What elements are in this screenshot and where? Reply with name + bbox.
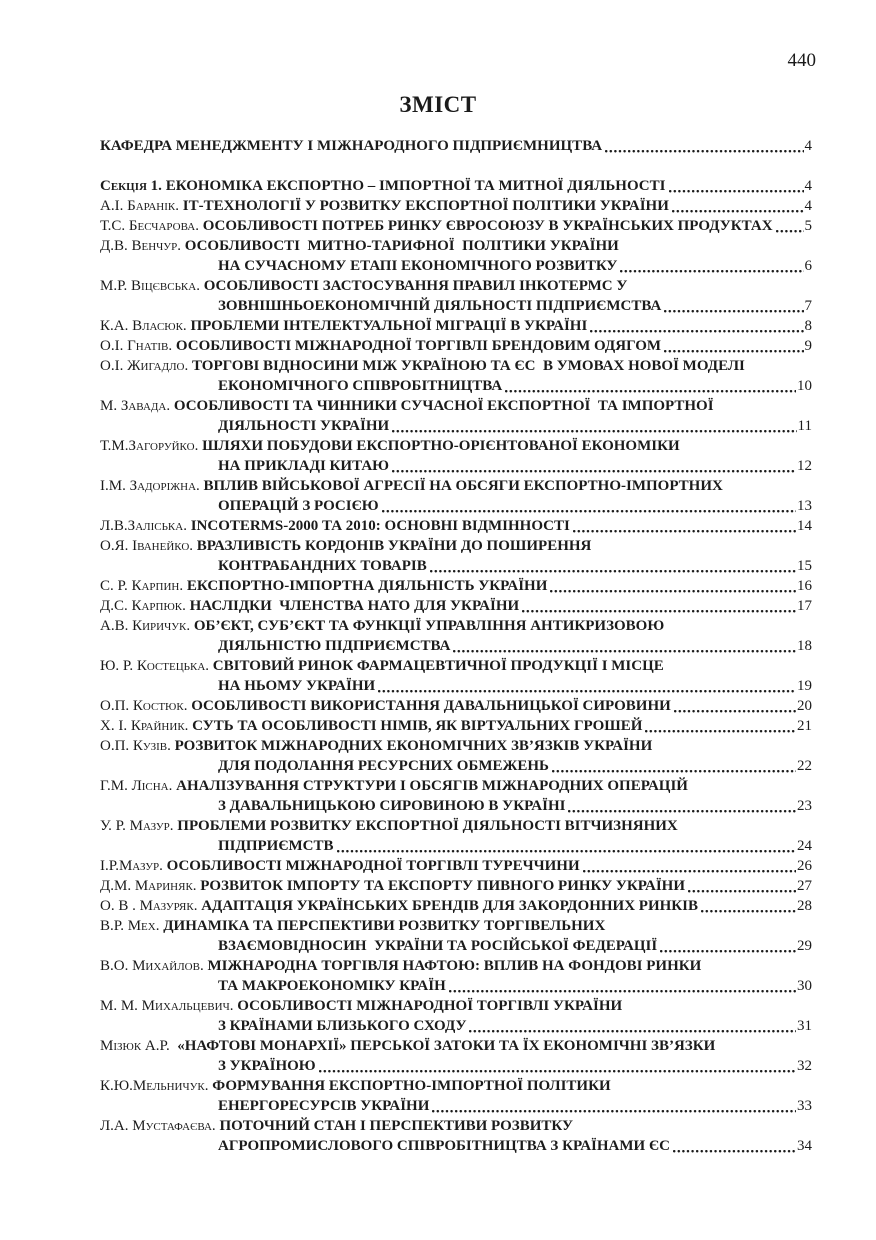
page-title: ЗМІСТ [399,92,477,117]
toc-entry-line [100,936,812,956]
toc-entry-line [100,856,812,876]
toc-entry-line [100,1056,812,1076]
toc-entry-line [100,736,812,756]
toc-entry-line [100,236,812,256]
toc-entry-line [100,216,812,236]
toc-entry-line [100,676,812,696]
toc-entry-author: М. Завада. [100,398,174,414]
toc-entry-page: 30 [797,978,812,994]
toc-entry-line [100,436,812,456]
toc-entry-author: О. В . Мазуряк. [100,898,202,914]
toc-entry-title: РОЗВИТОК МІЖНАРОДНИХ ЕКОНОМІЧНИХ ЗВ’ЯЗКІВ УКРАЇНИ [174,738,653,754]
toc-entry-title: АНАЛІЗУВАННЯ СТРУКТУРИ І ОБСЯГІВ МІЖНАРОДНИХ ОПЕРАЦІЙ [176,778,688,794]
toc-entry-author: Д.М. Мариняк. [100,878,201,894]
toc-entry [100,236,812,276]
dot-leader-icon [669,189,804,193]
toc-entry-title: ОСОБЛИВОСТІ ВИКОРИСТАННЯ ДАВАЛЬНИЦЬКОЇ СИРОВИНИ [191,698,671,714]
toc-entry-author: А.І. Баранік. [100,198,183,214]
toc-entry-page: 22 [797,758,812,774]
toc-entry-page: 33 [797,1098,812,1114]
toc-entry-line [100,256,812,276]
dot-leader-icon [645,729,796,733]
toc-entry [100,516,812,536]
dot-leader-icon [568,809,796,813]
toc-entry-line [100,276,812,296]
dot-leader-icon [552,769,796,773]
dot-leader-icon [674,709,796,713]
dot-leader-icon [688,889,796,893]
toc-entry-title: ЕКСПОРТНО-ІМПОРТНА ДІЯЛЬНІСТЬ УКРАЇНИ [186,578,548,594]
toc-entry-title: ОСОБЛИВОСТІ МІЖНАРОДНОЇ ТОРГІВЛІ ТУРЕЧЧИНИ [166,858,580,874]
toc-entry-page: 17 [797,598,812,614]
toc-entry-author: К.Ю.Мельничук. [100,1078,213,1094]
toc-entry [100,476,812,516]
toc-entry-author: І.Р.Мазур. [100,858,167,874]
toc-entry-title: СУТЬ ТА ОСОБЛИВОСТІ НІМІВ, ЯК ВІРТУАЛЬНИХ ГРОШЕЙ [192,718,643,734]
toc-entry-title: ПРОБЛЕМИ ІНТЕЛЕКТУАЛЬНОЇ МІГРАЦІЇ В УКРАЇНІ [190,318,588,334]
toc-entry-page: 13 [797,498,812,514]
toc-entry-author: К.А. Власюк. [100,318,191,334]
toc-entry-title: РОЗВИТОК ІМПОРТУ ТА ЕКСПОРТУ ПИВНОГО РИНКУ УКРАЇНИ [200,878,686,894]
toc-entry-title: НА ПРИКЛАДІ КИТАЮ [218,458,390,474]
dot-leader-icon [430,569,796,573]
dot-leader-icon [573,529,796,533]
toc-entry [100,716,812,736]
toc-entry-title: ШЛЯХИ ПОБУДОВИ ЕКСПОРТНО-ОРІЄНТОВАНОЇ ЕКОНОМІКИ [202,438,680,454]
toc-entry-title: ТА МАКРОЕКОНОМІКУ КРАЇН [218,978,446,994]
toc-entry-author: Х. І. Крайник. [100,718,193,734]
dot-leader-icon [469,1029,796,1033]
toc-entry-line [100,376,812,396]
toc-entry-title: ОБ’ЄКТ, СУБ’ЄКТ ТА ФУНКЦІЇ УПРАВЛІННЯ АНТИКРИЗОВОЮ [193,618,665,634]
toc-entry-title: ОСОБЛИВОСТІ МІЖНАРОДНОЇ ТОРГІВЛІ БРЕНДОВИМ ОДЯГОМ [175,338,662,354]
toc-entry-title: ОСОБЛИВОСТІ МИТНО-ТАРИФНОЇ ПОЛІТИКИ УКРАЇНИ [184,238,619,254]
toc-entry-title: АДАПТАЦІЯ УКРАЇНСЬКИХ БРЕНДІВ ДЛЯ ЗАКОРДОННИХ РИНКІВ [201,898,699,914]
toc-entry-page: 11 [797,418,812,434]
toc-entry-author: Секція 1. [100,178,166,194]
dot-leader-icon [453,649,796,653]
toc-entry-title: ЕНЕРГОРЕСУРСІВ УКРАЇНИ [218,1098,430,1114]
toc-entry [100,736,812,776]
toc-entry-line [100,1136,812,1156]
toc-entry-page: 28 [797,898,812,914]
dot-leader-icon [337,849,797,853]
toc-entry-line [100,196,812,216]
toc-entry-page: 5 [804,218,812,234]
dot-leader-icon [664,309,803,313]
toc-entry [100,216,812,236]
toc-entry-author: О.Я. Іванейко. [100,538,197,554]
toc-entry-line [100,816,812,836]
dot-leader-icon [660,949,796,953]
toc-entry [100,696,812,716]
toc-entry [100,176,812,196]
toc-entry-line [100,356,812,376]
toc-entry [100,356,812,396]
toc-entry-title: ВЗАЄМОВІДНОСИН УКРАЇНИ ТА РОСІЙСЬКОЇ ФЕДЕРАЦІЇ [218,938,658,954]
toc-entry-line [100,456,812,476]
dot-leader-icon [605,149,803,153]
toc-entry-title: ДИНАМІКА ТА ПЕРСПЕКТИВИ РОЗВИТКУ ТОРГІВЕЛЬНИХ [163,918,606,934]
dot-leader-icon [590,329,803,333]
toc-entry-title: ОСОБЛИВОСТІ ПОТРЕБ РИНКУ ЄВРОСОЮЗУ В УКРАЇНСЬКИХ ПРОДУКТАХ [202,218,773,234]
toc-entry-line [100,776,812,796]
toc-entry-author: Т.М.Загоруйко. [100,438,203,454]
toc-entry-title: НА НЬОМУ УКРАЇНИ [218,678,376,694]
toc-entry-page: 24 [797,838,812,854]
toc-entry-title: З ДАВАЛЬНИЦЬКОЮ СИРОВИНОЮ В УКРАЇНІ [218,798,566,814]
toc-entry-title: ОСОБЛИВОСТІ ЗАСТОСУВАННЯ ПРАВИЛ ІНКОТЕРМС У [203,278,628,294]
toc-entry-title: ФОРМУВАННЯ ЕКСПОРТНО-ІМПОРТНОЇ ПОЛІТИКИ [212,1078,611,1094]
toc-entry-page: 7 [804,298,812,314]
dot-leader-icon [392,469,796,473]
toc-entry-title: ОСОБЛИВОСТІ ТА ЧИННИКИ СУЧАСНОЇ ЕКСПОРТНОЇ ТА ІМПОРТНОЇ [173,398,714,414]
toc-entry-line [100,296,812,316]
toc-entry-author: Л.В.Заліська. [100,518,191,534]
toc-entry-page: 23 [797,798,812,814]
toc-entry-line [100,556,812,576]
toc-entry-page: 21 [797,718,812,734]
toc-entry [100,436,812,476]
toc-entry-line [100,916,812,936]
toc-entry-author: А.В. Киричук. [100,618,194,634]
toc-entry-title: ДІЯЛЬНІСТЮ ПІДПРИЄМСТВА [218,638,451,654]
toc-entry-line [100,876,812,896]
page-header-number: 440 [787,50,816,71]
toc-entry-author: У. Р. Мазур. [100,818,178,834]
toc-entry-line [100,1076,812,1096]
toc-entry [100,776,812,816]
toc-entry-line [100,1036,812,1056]
toc-entry-title: ДІЯЛЬНОСТІ УКРАЇНИ [218,418,390,434]
toc-entry-line [100,656,812,676]
toc-entry-line [100,616,812,636]
toc-entry-line [100,996,812,1016]
toc-entry [100,276,812,316]
toc-entry-line [100,536,812,556]
toc-entry-line [100,596,812,616]
toc-entry-line [100,696,812,716]
toc-entry [100,616,812,656]
dot-leader-icon [672,209,804,213]
toc-entry-author: Т.С. Бесчарова. [100,218,203,234]
toc-entry-page: 16 [797,578,812,594]
toc-entry-author: О.П. Кузів. [100,738,175,754]
toc-entry-title: НАСЛІДКИ ЧЛЕНСТВА НАТО ДЛЯ УКРАЇНИ [189,598,520,614]
toc-entry-author: Д.В. Венчур. [100,238,185,254]
toc-entry-line [100,716,812,736]
toc-entry-page: 31 [797,1018,812,1034]
toc-entry [100,916,812,956]
toc-entry-title: ВРАЗЛИВІСТЬ КОРДОНІВ УКРАЇНИ ДО ПОШИРЕННЯ [196,538,592,554]
toc-entry-line [100,1116,812,1136]
toc-entry-line [100,516,812,536]
toc-entry-title: ТОРГОВІ ВІДНОСИНИ МІЖ УКРАЇНОЮ ТА ЄС В УМОВАХ НОВОЇ МОДЕЛІ [191,358,745,374]
toc-entry-line [100,1016,812,1036]
dot-leader-icon [701,909,796,913]
toc-entry-title: НА СУЧАСНОМУ ЕТАПІ ЕКОНОМІЧНОГО РОЗВИТКУ [218,258,618,274]
toc-entry-title: «НАФТОВІ МОНАРХІЇ» ПЕРСЬКОЇ ЗАТОКИ ТА ЇХ ЕКОНОМІЧНІ ЗВ’ЯЗКИ [173,1038,716,1054]
toc-entry-page: 6 [804,258,812,274]
toc-entry-title: ПІДПРИЄМСТВ [218,838,334,854]
toc-entry-line [100,756,812,776]
toc-entry-line [100,176,812,196]
dot-leader-icon [776,229,804,233]
toc-entry-page: 8 [804,318,812,334]
toc-entry [100,1076,812,1116]
dot-leader-icon [392,429,796,433]
toc-entry-title: ВПЛИВ ВІЙСЬКОВОЇ АГРЕСІЇ НА ОБСЯГИ ЕКСПОРТНО-ІМПОРТНИХ [203,478,723,494]
toc-entry [100,536,812,576]
dot-leader-icon [319,1069,796,1073]
toc-entry-author: О.І. Жигадло. [100,358,192,374]
dot-leader-icon [522,609,796,613]
toc-entry-line [100,796,812,816]
toc-entry-title: З КРАЇНАМИ БЛИЗЬКОГО СХОДУ [218,1018,467,1034]
toc-entry-title: ЗОВНІШНЬОЕКОНОМІЧНІЙ ДІЯЛЬНОСТІ ПІДПРИЄМСТВА [218,298,662,314]
toc-entry-author: Л.А. Мустафаєва. [100,1118,220,1134]
toc-entry-title: АГРОПРОМИСЛОВОГО СПІВРОБІТНИЦТВА З КРАЇНАМИ ЄС [218,1138,670,1154]
dot-leader-icon [620,269,803,273]
toc-entry [100,956,812,996]
toc-entry [100,196,812,216]
toc-entry-line [100,336,812,356]
toc-entry-author: О.І. Гнатів. [100,338,176,354]
toc-entry-title: ЕКОНОМІЧНОГО СПІВРОБІТНИЦТВА [218,378,503,394]
toc-entry-page: 26 [797,858,812,874]
toc-entry-line [100,136,812,156]
dot-leader-icon [449,989,796,993]
toc-entry-page: 4 [804,178,812,194]
toc-entry-line [100,636,812,656]
toc-entry-line [100,576,812,596]
toc-entry-author: В.Р. Мех. [100,918,164,934]
toc-entry [100,896,812,916]
dot-leader-icon [583,869,796,873]
dot-leader-icon [664,349,803,353]
toc-entry-line [100,396,812,416]
toc-entry-title: КОНТРАБАНДНИХ ТОВАРІВ [218,558,427,574]
dot-leader-icon [505,389,796,393]
toc-entry-page: 32 [797,1058,812,1074]
toc-entry-title: ДЛЯ ПОДОЛАННЯ РЕСУРСНИХ ОБМЕЖЕНЬ [218,758,549,774]
toc-entry [100,596,812,616]
dot-leader-icon [378,689,796,693]
toc-entry-author: І.М. Задоріжна. [100,478,204,494]
toc-entry-author: С. Р. Карпин. [100,578,187,594]
toc-entry-title: МІЖНАРОДНА ТОРГІВЛЯ НАФТОЮ: ВПЛИВ НА ФОНДОВІ РИНКИ [207,958,702,974]
toc-entry [100,656,812,696]
toc-entry-page: 18 [797,638,812,654]
toc-entry [100,336,812,356]
toc-entry-author: В.О. Михайлов. [100,958,208,974]
toc-entry-page: 20 [797,698,812,714]
dot-leader-icon [673,1149,796,1153]
toc-entry-title: ІТ-ТЕХНОЛОГІЇ У РОЗВИТКУ ЕКСПОРТНОЇ ПОЛІТИКИ УКРАЇНИ [182,198,669,214]
toc-entry-page: 4 [804,138,812,154]
toc-entry [100,996,812,1036]
toc-entry-author: М. М. Михальцевич. [100,998,238,1014]
toc-entry [100,876,812,896]
toc-entry-title: ОСОБЛИВОСТІ МІЖНАРОДНОЇ ТОРГІВЛІ УКРАЇНИ [237,998,623,1014]
dot-leader-icon [432,1109,796,1113]
toc-entry-title: ПРОБЛЕМИ РОЗВИТКУ ЕКСПОРТНОЇ ДІЯЛЬНОСТІ ВІТЧИЗНЯНИХ [177,818,678,834]
toc-entry [100,316,812,336]
toc-entry [100,396,812,436]
toc-entry-title: ЕКОНОМІКА ЕКСПОРТНО – ІМПОРТНОЇ ТА МИТНОЇ ДІЯЛЬНОСТІ [165,178,666,194]
toc-entry-author: О.П. Костюк. [100,698,192,714]
toc-entry-page: 9 [804,338,812,354]
toc-entry-line [100,956,812,976]
toc-entry-line [100,896,812,916]
toc-entry-author: Д.С. Карпюк. [100,598,190,614]
toc-entry-title: З УКРАЇНОЮ [218,1058,316,1074]
dot-leader-icon [550,589,796,593]
toc-entry [100,856,812,876]
toc-entry-line [100,976,812,996]
toc-entry-line [100,416,812,436]
toc-entry-page: 29 [797,938,812,954]
toc-entry-title: INCOTERMS-2000 ТА 2010: ОСНОВНІ ВІДМІННОСТІ [190,518,570,534]
toc-entry-author: Ю. Р. Костецька. [100,658,213,674]
toc-entry-page: 27 [797,878,812,894]
toc-entry-author: Г.М. Лісна. [100,778,177,794]
toc-entry-line [100,836,812,856]
toc-entry-title: КАФЕДРА МЕНЕДЖМЕНТУ І МІЖНАРОДНОГО ПІДПРИЄМНИЦТВА [100,138,603,154]
toc-entry-page: 15 [797,558,812,574]
toc-entry-title: ПОТОЧНИЙ СТАН І ПЕРСПЕКТИВИ РОЗВИТКУ [219,1118,573,1134]
toc-entry-page: 34 [797,1138,812,1154]
toc-entry-page: 12 [797,458,812,474]
toc-entry-page: 14 [797,518,812,534]
toc-entry [100,816,812,856]
toc-entry-title: СВІТОВИЙ РИНОК ФАРМАЦЕВТИЧНОЇ ПРОДУКЦІЇ І МІСЦЕ [212,658,664,674]
toc-entry-line [100,316,812,336]
toc-list [100,136,812,1156]
toc-entry-title: ОПЕРАЦІЙ З РОСІЄЮ [218,498,379,514]
toc-entry-author: Мізюк А.Р. [100,1038,174,1054]
toc-entry-line [100,496,812,516]
toc-content [0,136,876,1156]
toc-entry-page: 4 [804,198,812,214]
toc-entry [100,1036,812,1076]
toc-entry [100,1116,812,1156]
dot-leader-icon [382,509,796,513]
toc-entry [100,576,812,596]
toc-entry-page: 10 [797,378,812,394]
toc-entry-line [100,476,812,496]
toc-entry [100,136,812,156]
toc-entry-page: 19 [797,678,812,694]
toc-entry-author: М.Р. Віцєвська. [100,278,204,294]
toc-entry-line [100,1096,812,1116]
